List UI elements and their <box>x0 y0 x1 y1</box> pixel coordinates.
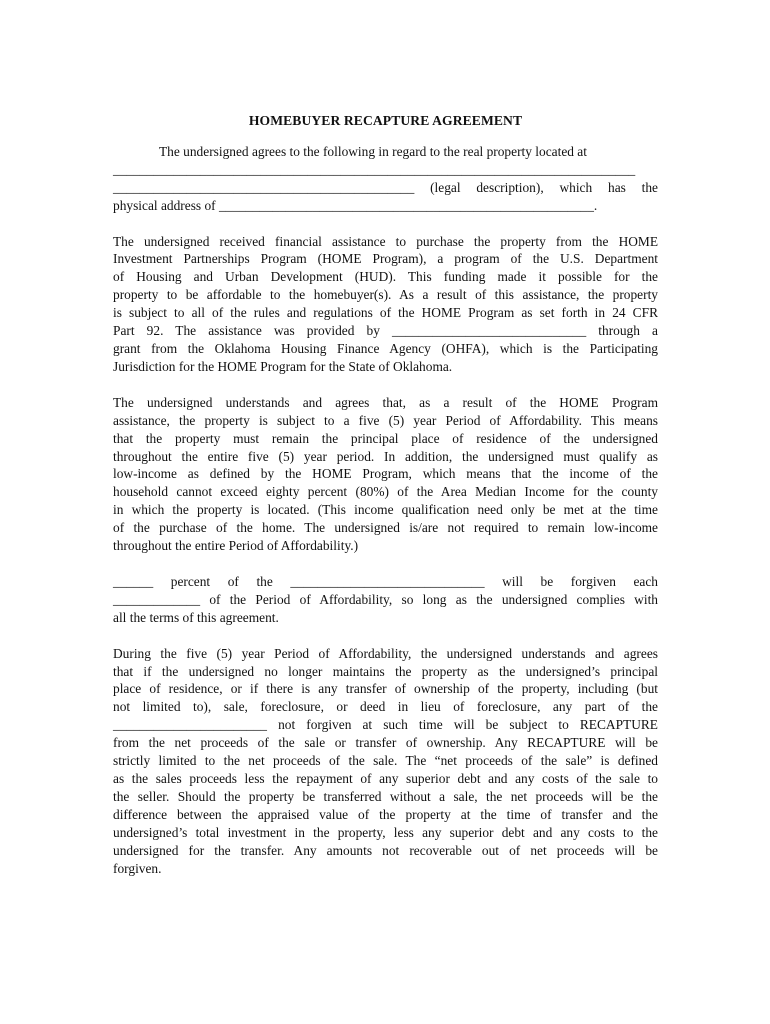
recapture-paragraph <box>113 645 658 878</box>
paragraph-line: as the sales proceeds less the repayment of any superior debt and any costs of the sale to <box>113 771 658 786</box>
legal-description-blank-line[interactable]: ______________________________________________________________________________ <box>113 161 636 177</box>
paragraph-line: throughout the entire five (5) year period. In addition, the undersigned must qualify as <box>113 448 658 464</box>
recapture-blank-line[interactable]: _______________________ not forgiven at such time will be subject to RECAPTURE <box>113 717 658 733</box>
paragraph-line: all the terms of this agreement. <box>113 609 279 625</box>
paragraph-line: Investment Partnerships Program (HOME Program), a program of the U.S. Department <box>113 251 658 267</box>
paragraph-line: property to be affordable to the homebuyer(s). As a result of this assistance, the property <box>113 287 658 303</box>
paragraph-line: that the property must remain the principal place of residence of the undersigned <box>113 430 658 446</box>
paragraph-line: that if the undersigned no longer maintains the property as the undersigned’s principal <box>113 663 658 679</box>
paragraph-line: in which the property is located. (This income qualification need only be met at the time <box>113 502 658 518</box>
financial-assistance-paragraph <box>113 233 658 376</box>
paragraph-line: The undersigned understands and agrees that, as a result of the HOME Program <box>113 394 658 410</box>
paragraph-line: undersigned’s total investment in the property, less any superior debt and any costs to the <box>113 824 658 840</box>
paragraph-line: the seller. Should the property be transferred without a sale, the net proceeds will be the <box>113 788 658 804</box>
paragraph-line: of the purchase of the home. The undersigned is/are not required to remain low-income <box>113 520 658 536</box>
paragraph-line: throughout the entire Period of Affordability.) <box>113 538 359 554</box>
paragraph-line: place of residence, or if there is any transfer of ownership of the property, including (but <box>113 681 658 697</box>
document-title: HOMEBUYER RECAPTURE AGREEMENT <box>248 113 523 128</box>
forgiveness-paragraph <box>113 573 658 627</box>
paragraph-line: from the net proceeds of the sale or transfer of ownership. Any RECAPTURE will be <box>113 735 658 751</box>
paragraph-line: not limited to), sale, foreclosure, or deed in lieu of foreclosure, any part of the <box>113 699 658 715</box>
document-page <box>113 108 658 877</box>
paragraph-line: forgiven. <box>113 860 162 876</box>
legal-description-line[interactable]: _____________________________________________ (legal description), which has the <box>113 179 658 195</box>
intro-paragraph <box>113 143 658 215</box>
paragraph-line: strictly limited to the net proceeds of the sale. The “net proceeds of the sale” is defined <box>113 753 658 769</box>
paragraph-line: of Housing and Urban Development (HUD). This funding made it possible for the <box>113 269 658 285</box>
paragraph-line: low-income as defined by the HOME Program, which means that the income of the <box>113 466 658 482</box>
physical-address-line[interactable]: physical address of ________________________________________________________. <box>113 197 598 213</box>
forgiveness-period-line[interactable]: _____________ of the Period of Affordability, so long as the undersigned complies with <box>113 591 658 607</box>
forgiveness-percent-line[interactable]: ______ percent of the _____________________________ will be forgiven each <box>113 573 658 589</box>
intro-line: The undersigned agrees to the following in regard to the real property located at <box>159 143 587 159</box>
paragraph-line: During the five (5) year Period of Affordability, the undersigned understands and agrees <box>113 645 658 661</box>
paragraph-line: undersigned for the transfer. Any amounts not recoverable out of net proceeds will be <box>113 842 658 858</box>
period-of-affordability-paragraph <box>113 394 658 555</box>
paragraph-line: is subject to all of the rules and regulations of the HOME Program as set forth in 24 CFR <box>113 305 658 321</box>
paragraph-line: assistance, the property is subject to a five (5) year Period of Affordability. This means <box>113 412 658 428</box>
paragraph-line: household cannot exceed eighty percent (80%) of the Area Median Income for the county <box>113 484 658 500</box>
paragraph-line: difference between the appraised value of the property at the time of transfer and the <box>113 806 658 822</box>
paragraph-line: grant from the Oklahoma Housing Finance Agency (OHFA), which is the Participating <box>113 340 658 356</box>
paragraph-line: Jurisdiction for the HOME Program for the State of Oklahoma. <box>113 358 453 374</box>
assistance-provider-line[interactable]: Part 92. The assistance was provided by _____________________________ through a <box>113 323 658 339</box>
paragraph-line: The undersigned received financial assistance to purchase the property from the HOME <box>113 233 658 249</box>
